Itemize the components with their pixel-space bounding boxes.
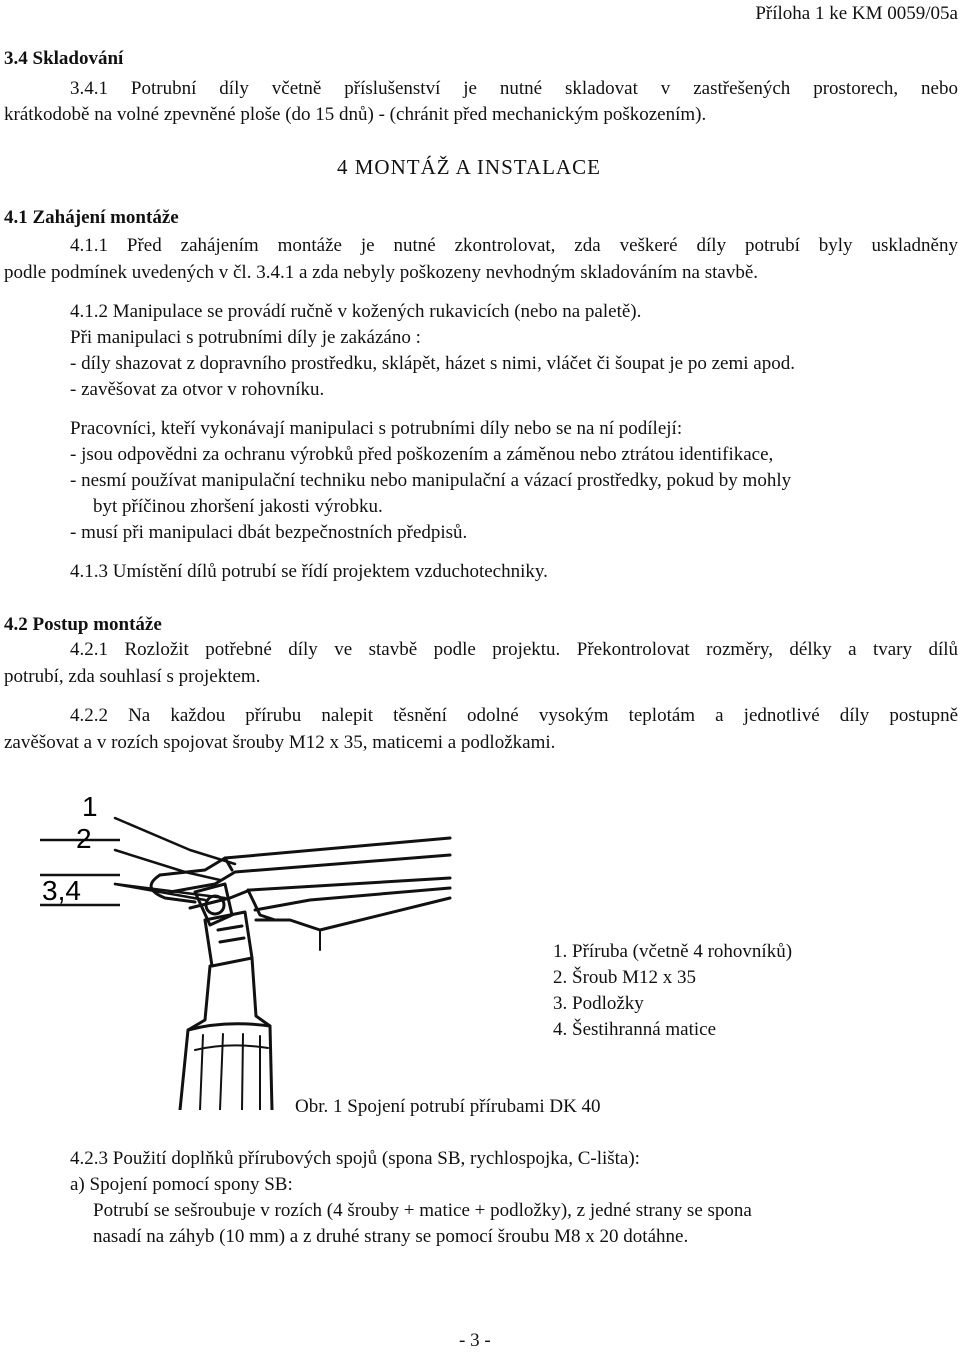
paragraph-3-4-1-line2: krátkodobě na volné zpevněné ploše (do 15 dnů) - (chránit před mechanickým poškozením). <box>4 104 707 125</box>
workers-intro: Pracovníci, kteří vykonávají manipulaci s potrubními díly nebo se na ní podílejí: <box>70 418 683 439</box>
paragraph-4-1-2: 4.1.2 Manipulace se provádí ručně v kožených rukavicích (nebo na paletě). <box>70 301 642 322</box>
chapter-4-title: 4 MONTÁŽ A INSTALACE <box>337 155 601 179</box>
subsection-a-text-line2: nasadí na záhyb (10 mm) a z druhé strany se pomocí šroubu M8 x 20 dotáhne. <box>93 1226 689 1247</box>
callout-1: 1 <box>82 791 98 822</box>
flange-joint-drawing <box>20 780 460 1110</box>
prohibited-intro: Při manipulaci s potrubními díly je zakázáno : <box>70 327 421 348</box>
paragraph-4-1-1-line1: 4.1.1 Před zahájením montáže je nutné zkontrolovat, zda veškeré díly potrubí byly uskladněny <box>70 235 958 256</box>
workers-item-continuation: byt příčinou zhoršení jakosti výrobku. <box>93 496 383 517</box>
paragraph-4-1-3: 4.1.3 Umístění dílů potrubí se řídí projektem vzduchotechniky. <box>70 561 548 582</box>
subsection-a-heading: a) Spojení pomocí spony SB: <box>70 1174 293 1195</box>
section-3-4-heading: 3.4 Skladování <box>4 48 124 69</box>
callout-2: 2 <box>76 823 92 854</box>
callout-3-4: 3,4 <box>42 875 81 906</box>
legend-item-2: 2. Šroub M12 x 35 <box>553 967 697 988</box>
figure-caption: Obr. 1 Spojení potrubí přírubami DK 40 <box>295 1096 601 1117</box>
section-4-2-heading: 4.2 Postup montáže <box>4 614 162 635</box>
legend-item-4: 4. Šestihranná matice <box>553 1019 717 1040</box>
annex-header: Příloha 1 ke KM 0059/05a <box>755 3 958 24</box>
paragraph-4-2-1-line1: 4.2.1 Rozložit potřebné díly ve stavbě podle projektu. Překontrolovat rozměry, délky a tvary dílů <box>70 639 958 660</box>
paragraph-4-1-1-line2: podle podmínek uvedených v čl. 3.4.1 a zda nebyly poškozeny nevhodným skladováním na stavbě. <box>4 262 759 283</box>
paragraph-4-2-2-line1: 4.2.2 Na každou přírubu nalepit těsnění odolné vysokým teplotám a jednotlivé díly postupně <box>70 705 958 726</box>
workers-item: - nesmí používat manipulační techniku nebo manipulační a vázací prostředky, pokud by mohly <box>70 470 792 491</box>
paragraph-4-2-2-line2: zavěšovat a v rozích spojovat šrouby M12 x 35, maticemi a podložkami. <box>4 732 556 753</box>
page-number: - 3 - <box>459 1330 491 1351</box>
legend-item-3: 3. Podložky <box>553 993 644 1014</box>
workers-item: - musí při manipulaci dbát bezpečnostních předpisů. <box>70 522 468 543</box>
prohibited-item: - díly shazovat z dopravního prostředku, sklápět, házet s nimi, vláčet či šoupat je po zemi apod. <box>70 353 795 374</box>
prohibited-item: - zavěšovat za otvor v rohovníku. <box>70 379 325 400</box>
paragraph-4-2-1-line2: potrubí, zda souhlasí s projektem. <box>4 666 261 687</box>
paragraph-4-2-3: 4.2.3 Použití doplňků přírubových spojů (spona SB, rychlospojka, C-lišta): <box>70 1148 640 1169</box>
paragraph-3-4-1-line1: 3.4.1 Potrubní díly včetně příslušenství je nutné skladovat v zastřešených prostorech, nebo <box>70 78 958 99</box>
workers-item: - jsou odpovědni za ochranu výrobků před poškozením a záměnou nebo ztrátou identifikace, <box>70 444 774 465</box>
subsection-a-text-line1: Potrubí se sešroubuje v rozích (4 šrouby + matice + podložky), z jedné strany se spona <box>93 1200 752 1221</box>
legend-item-1: 1. Příruba (včetně 4 rohovníků) <box>553 941 793 962</box>
section-4-1-heading: 4.1 Zahájení montáže <box>4 207 179 228</box>
